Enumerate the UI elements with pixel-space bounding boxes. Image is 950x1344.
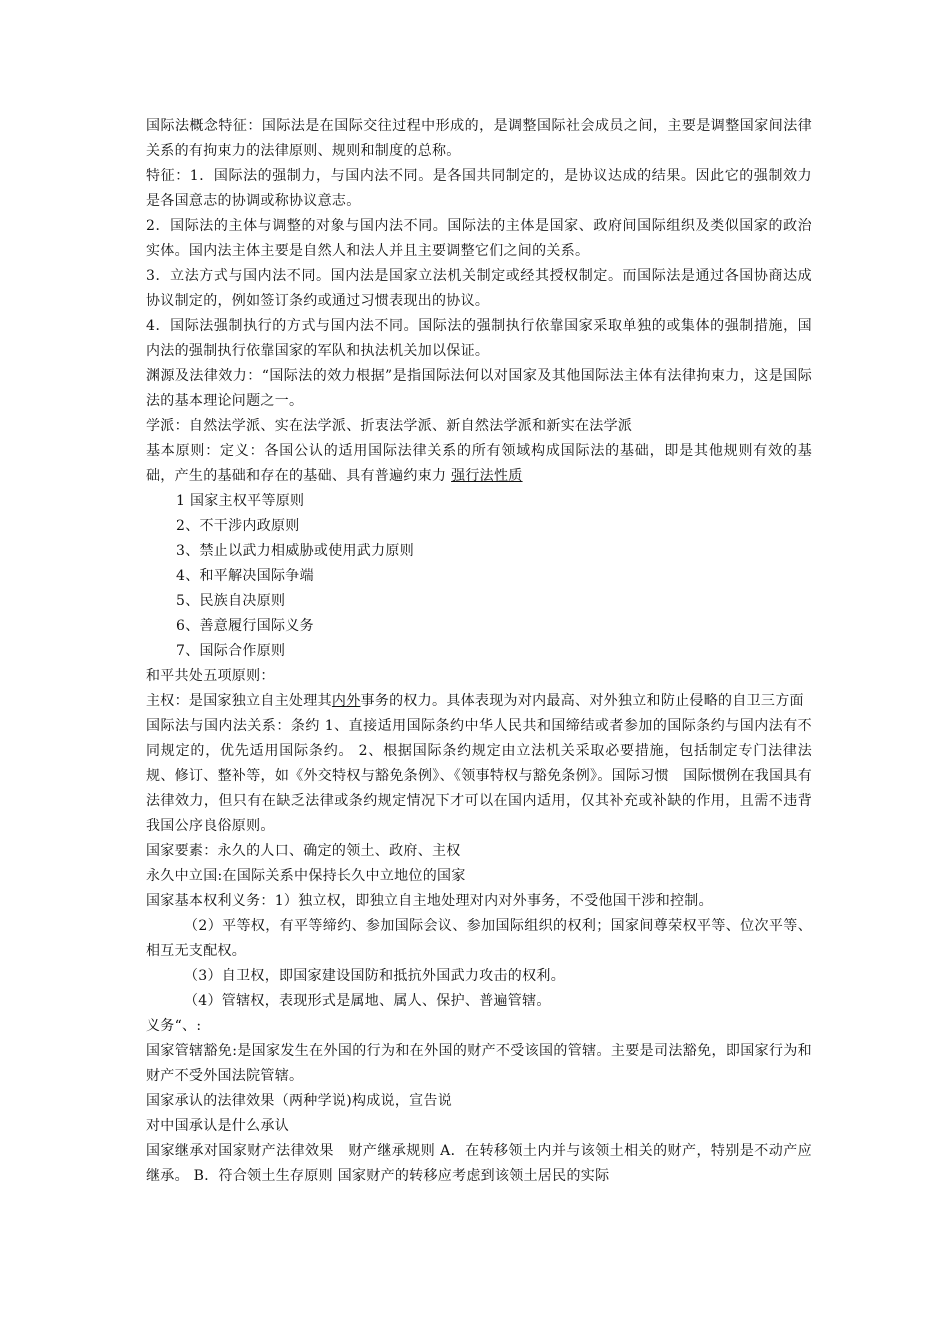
paragraph-intl-domestic-relation: 国际法与国内法关系：条约 1、直接适用国际条约中华人民共和国缔结或者参加的国际条约与国内法有不同规定的，优先适用国际条约。 2、根据国际条约规定由立法机关采取必要措施，包括制定专门法律法规、修订、整补等，如《外交特权与豁免条例》、《领事特权与豁免条例》。国际习惯 国际惯例在我国具有法律效力，但只有在缺乏法律或条约规定情况下才可以在国内适用，仅其补充或补缺的作用，且需不违背我国公序良俗原则。 [146,718,812,834]
paragraph-definition: 国际法概念特征：国际法是在国际交往过程中形成的，是调整国际社会成员之间，主要是调整国家间法律关系的有拘束力的法律原则、规则和制度的总称。 [146,118,812,159]
principle-item: 5、民族自决原则 [176,593,286,609]
paragraph-state-elements: 国家要素：永久的人口、确定的领土、政府、主权 [146,843,461,859]
paragraph-schools: 学派：自然法学派、实在法学派、折衷法学派、新自然法学派和新实在法学派 [146,418,633,434]
paragraph-recognition-effect: 国家承认的法律效果（两种学说)构成说，宣告说 [146,1093,453,1109]
paragraph-basic-principles [146,439,812,489]
paragraph-right-jurisdiction: （4）管辖权，表现形式是属地、属人、保护、普遍管辖。 [184,993,551,1009]
principle-item: 2、不干涉内政原则 [176,518,300,534]
paragraph-sovereignty [146,689,812,714]
sovereignty-text-b: 事务的权力。具体表现为对内最高、对外独立和防止侵略的自卫三方面 [360,693,804,709]
paragraph-state-succession: 国家继承对国家财产法律效果 财产继承规则 A．在转移领土内并与该领土相关的财产，特别是不动产应继承。 B．符合领土生存原则 国家财产的转移应考虑到该领土居民的实际 [146,1143,812,1184]
paragraph-feature-3: 3．立法方式与国内法不同。国内法是国家立法机关制定或经其授权制定。而国际法是通过各国协商达成协议制定的，例如签订条约或通过习惯表现出的协议。 [146,268,812,309]
principle-item: 7、国际合作原则 [176,643,286,659]
underlined-jus-cogens: 强行法性质 [451,468,523,484]
paragraph-obligations: 义务“、: [146,1018,202,1034]
paragraph-feature-2: 2．国际法的主体与调整的对象与国内法不同。国际法的主体是国家、政府间国际组织及类似国家的政治实体。国内法主体主要是自然人和法人并且主要调整它们之间的关系。 [146,218,812,259]
principle-item: 6、善意履行国际义务 [176,618,314,634]
paragraph-china-recognition: 对中国承认是什么承认 [146,1118,289,1134]
principle-item: 1 国家主权平等原则 [176,493,305,509]
paragraph-five-principles: 和平共处五项原则： [146,668,275,684]
paragraph-feature-4: 4．国际法强制执行的方式与国内法不同。国际法的强制执行依靠国家采取单独的或集体的强制措施，国内法的强制执行依靠国家的军队和执法机关加以保证。 [146,318,812,359]
basic-principles-text: 基本原则：定义：各国公认的适用国际法律关系的所有领域构成国际法的基础，即是其他规则有效的基础，产生的基础和存在的基础、具有普遍约束力 [146,443,812,484]
document-body [146,114,812,1189]
paragraph-right-self-defense: （3）自卫权，即国家建设国防和抵抗外国武力攻击的权利。 [184,968,566,984]
paragraph-basic-rights: 国家基本权利义务：1）独立权，即独立自主地处理对内对外事务，不受他国干涉和控制。 [146,893,713,909]
paragraph-feature-1: 特征：1．国际法的强制力，与国内法不同。是各国共同制定的，是协议达成的结果。因此它的强制效力是各国意志的协调或称协议意志。 [146,168,812,209]
sovereignty-text-a: 主权：是国家独立自主处理其 [146,693,332,709]
principle-item: 4、和平解决国际争端 [176,568,314,584]
paragraph-sources: 渊源及法律效力：“国际法的效力根据”是指国际法何以对国家及其他国际法主体有法律拘束力，这是国际法的基本理论问题之一。 [146,368,812,409]
paragraph-neutral-state: 永久中立国:在国际关系中保持长久中立地位的国家 [146,868,466,884]
paragraph-right-equality: （2）平等权，有平等缔约、参加国际会议、参加国际组织的权利；国家间尊荣权平等、位次平等、相互无支配权。 [146,918,812,959]
paragraph-immunity: 国家管辖豁免:是国家发生在外国的行为和在外国的财产不受该国的管辖。主要是司法豁免，即国家行为和财产不受外国法院管辖。 [146,1043,812,1084]
underlined-internal-external: 内外 [331,693,361,709]
principle-item: 3、禁止以武力相威胁或使用武力原则 [176,543,415,559]
